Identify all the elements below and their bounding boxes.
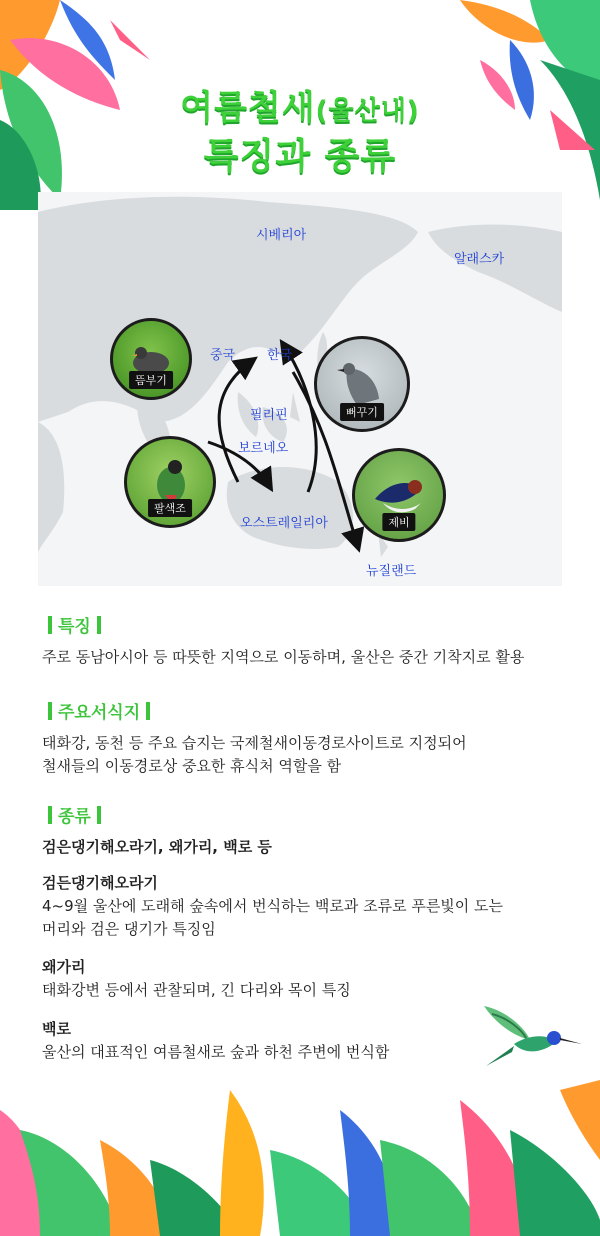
heading-text-feature: 특징	[58, 617, 91, 637]
heading-bar-left	[48, 616, 52, 634]
heading-bar-right	[97, 806, 101, 824]
bird-photo-palsaekjo	[124, 436, 216, 528]
species-desc-line-2: 머리와 검은 댕기가 특징임	[42, 920, 216, 938]
bird-tag-jebi: 제비	[382, 513, 415, 531]
label-alaska: 알래스카	[454, 252, 505, 267]
section-heading-habitat	[42, 698, 156, 723]
species-desc-line-1: 4~9월 울산에 도래해 숲속에서 번식하는 백로과 조류로 푸른빛이 도는	[42, 897, 504, 915]
feature-text: 주로 동남아시아 등 따뜻한 지역으로 이동하며, 울산은 중간 기착지로 활용	[42, 648, 525, 666]
species-item-2	[42, 956, 572, 1002]
heading-text-species: 종류	[58, 807, 91, 827]
habitat-text	[42, 732, 572, 778]
tropical-leaves-bottom	[0, 1070, 600, 1236]
title-main: 여름철새	[180, 88, 316, 128]
migration-map	[38, 192, 562, 586]
label-australia: 오스트레일리아	[240, 516, 328, 531]
species-name: 백로	[42, 1020, 71, 1038]
page-title-line2: 특징과 종류	[203, 136, 397, 177]
heading-bar-right	[97, 616, 101, 634]
label-philippines: 필리핀	[250, 408, 288, 423]
bird-photo-ttumbugi	[110, 318, 192, 400]
label-korea: 한국	[267, 348, 293, 363]
habitat-line-2: 철새들의 이동경로상 중요한 휴식처 역할을 함	[42, 757, 342, 775]
bird-photo-ppeokkugi	[314, 336, 410, 432]
habitat-line-1: 태화강, 동천 등 주요 습지는 국제철새이동경로사이트로 지정되어	[42, 734, 467, 752]
bird-tag-ttumbugi: 뜸부기	[129, 371, 173, 389]
species-name: 검든댕기해오라기	[42, 874, 158, 892]
section-heading-species	[42, 802, 107, 827]
bird-tag-ppeokkugi: 뻐꾸기	[340, 403, 384, 421]
heading-bar-left	[48, 806, 52, 824]
label-china: 중국	[210, 348, 236, 363]
species-desc-line-1: 태화강변 등에서 관찰되며, 긴 다리와 목이 특징	[42, 981, 351, 999]
title-paren: (울산내)	[315, 96, 420, 126]
species-name: 왜가리	[42, 958, 86, 976]
heading-bar-right	[146, 702, 150, 720]
heading-text-habitat: 주요서식지	[58, 703, 141, 723]
heading-bar-left	[48, 702, 52, 720]
hummingbird-icon	[474, 1000, 584, 1072]
section-heading-feature	[42, 612, 107, 637]
species-summary: 검은댕기해오라기, 왜가리, 백로 등	[42, 838, 272, 856]
bird-tag-palsaekjo: 팔색조	[148, 499, 192, 517]
bird-photo-jebi	[352, 448, 446, 542]
label-newzealand: 뉴질랜드	[366, 564, 417, 579]
page-title-line1	[0, 80, 600, 129]
species-desc-line-1: 울산의 대표적인 여름철새로 숲과 하천 주변에 번식함	[42, 1043, 390, 1061]
label-siberia: 시베리아	[256, 228, 307, 243]
species-item-1	[42, 872, 572, 941]
label-borneo: 보르네오	[238, 441, 289, 456]
